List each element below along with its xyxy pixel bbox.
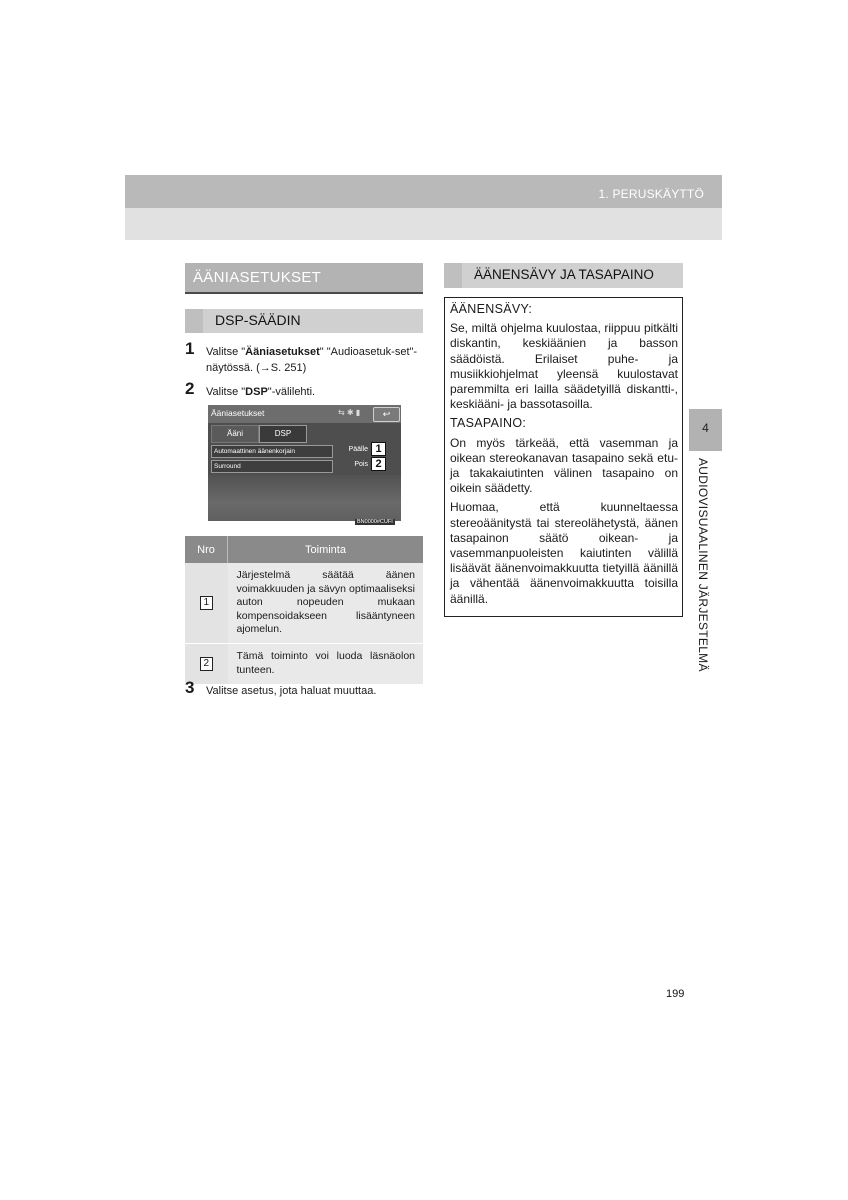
- step-text: Valitse "Ääniasetukset" "Audioasetuk-set"-näytössä. (→S. 251): [206, 346, 418, 374]
- setting-row-auto-eq[interactable]: Automaattinen äänenkorjain: [211, 445, 333, 458]
- info-text-note: Huomaa, että kuunneltaessa stereoäänitystä tai stereolähetystä, äänen tasapainon säätö oikean- ja vasemmanpuoleisten kaiutinten välillä lisäävät äänenvoimakkuutta tietyillä äänillä ja vähentää äänenvoimakkuutta toisilla äänillä.: [450, 500, 678, 606]
- step-number: 2: [185, 379, 195, 398]
- setting-value: Päälle: [348, 446, 368, 453]
- section-marker: [444, 263, 462, 288]
- screen-background: [208, 475, 401, 521]
- callout-2: 2: [371, 457, 386, 471]
- section-title: ÄÄNENSÄVY JA TASAPAINO: [474, 267, 654, 282]
- chapter-tab: [689, 409, 722, 451]
- step-number: 1: [185, 339, 195, 358]
- step-1: [185, 339, 425, 378]
- info-text-aanensavy: Se, miltä ohjelma kuulostaa, riippuu pitkälti diskantin, keskiäänien ja basson säädöistä. Erilaiset puhe- ja musiikkiohjelmat yleensä kuulostavat paremmilta eri lailla säädetyillä diskantti-, keskiääni- ja bassotasoilla.: [450, 321, 678, 412]
- step-2: [185, 379, 425, 402]
- chapter-title: 1. PERUSKÄYTTÖ: [598, 187, 704, 201]
- subsection-title: DSP-SÄÄDIN: [215, 312, 301, 328]
- info-text-tasapaino: On myös tärkeää, että vasemman ja oikean stereokanavan tasapaino sekä etu- ja takakaiutinten välinen tasapaino on oikein säädetty.: [450, 435, 678, 496]
- subsection-marker: [185, 309, 203, 333]
- function-table: [185, 536, 423, 684]
- page-number: 199: [666, 988, 685, 1000]
- tab-dsp[interactable]: DSP: [259, 425, 307, 443]
- header-band-lower: [125, 208, 722, 240]
- setting-value: Pois: [354, 461, 368, 468]
- row-description: Tämä toiminto voi luoda läsnäolon tunteen.: [228, 643, 424, 684]
- section-header-aanensavy: [444, 263, 683, 288]
- row-number: 2: [200, 657, 213, 671]
- step-text: Valitse "DSP"-välilehti.: [206, 386, 316, 398]
- section-title: ÄÄNIASETUKSET: [193, 269, 322, 286]
- table-row: [185, 563, 423, 643]
- chapter-tab-number: 4: [702, 421, 709, 435]
- column-header-nro: Nro: [185, 536, 228, 563]
- callout-1: 1: [371, 442, 386, 456]
- step-text: Valitse asetus, jota haluat muuttaa.: [206, 685, 377, 697]
- header-band: [125, 175, 722, 208]
- status-icons: ⇆ ✱ ▮: [338, 408, 361, 417]
- tab-aani[interactable]: Ääni: [211, 425, 259, 443]
- row-description: Järjestelmä säätää äänen voimakkuuden ja sävyn optimaaliseksi auton nopeuden mukaan kompensoidakseen lisääntyneen ajomelun.: [228, 563, 424, 643]
- setting-row-surround[interactable]: Surround: [211, 460, 333, 473]
- section-header-aaniasetukset: [185, 263, 423, 294]
- chapter-side-label: AUDIOVISUAALINEN JÄRJESTELMÄ: [696, 458, 710, 672]
- image-code: BN0000#CUFI: [357, 519, 393, 525]
- table-header-row: [185, 536, 423, 563]
- subsection-header-dsp: [185, 309, 423, 333]
- dsp-screen-image: [208, 405, 401, 521]
- step-3: [185, 678, 425, 701]
- row-number: 1: [200, 596, 213, 610]
- table-row: [185, 643, 423, 684]
- step-number: 3: [185, 678, 195, 697]
- info-heading-aanensavy: ÄÄNENSÄVY:: [450, 302, 533, 316]
- back-button[interactable]: ↩: [373, 407, 400, 422]
- screen-title: Ääniasetukset: [211, 408, 265, 418]
- info-box: [444, 297, 683, 617]
- column-header-toiminta: Toiminta: [228, 536, 424, 563]
- info-heading-tasapaino: TASAPAINO:: [450, 416, 527, 431]
